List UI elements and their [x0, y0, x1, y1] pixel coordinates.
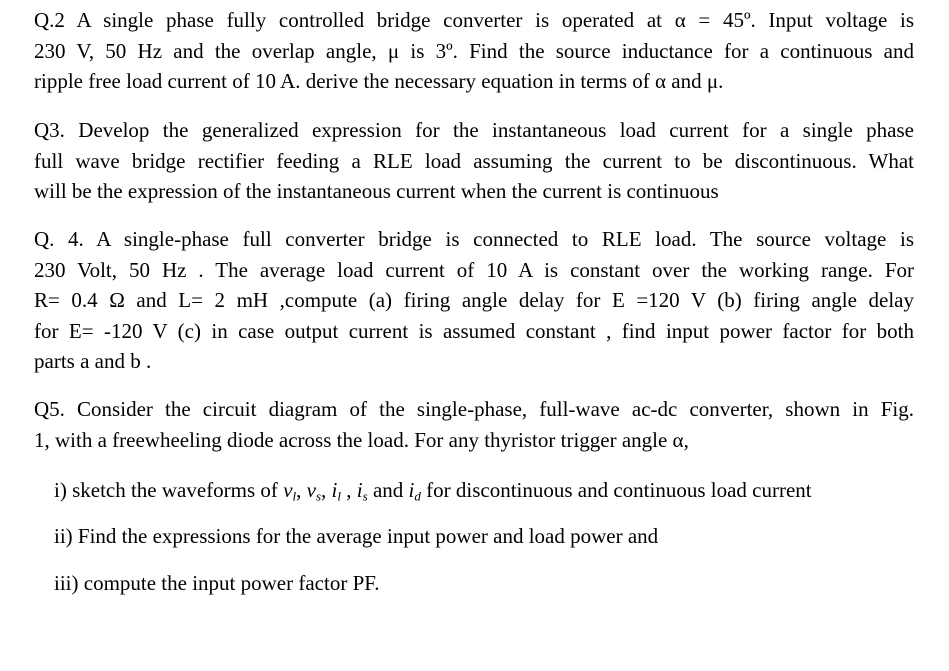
- math-v-s: $v_s$: [306, 478, 322, 504]
- question-5-subpart-i: i) sketch the waveforms of $v_l$, $v_s$, $i_l$ , $i_s$ and $i_d$ for discontinuous and continuous load current: [54, 478, 812, 504]
- question-2-line: 230 V, 50 Hz and the overlap angle, μ is 3º. Find the source inductance for a continuous and: [34, 38, 914, 63]
- question-4-line: R= 0.4 Ω and L= 2 mH ,compute (a) firing angle delay for E =120 V (b) firing angle delay: [34, 288, 914, 312]
- question-4-line: 230 Volt, 50 Hz . The average load current of 10 A is constant over the working range. For: [34, 257, 914, 282]
- question-3-line: Q3. Develop the generalized expression for the instantaneous load current for a single phase: [34, 118, 914, 142]
- question-4-line: for E= -120 V (c) in case output current is assumed constant , find input power factor for both: [34, 318, 914, 343]
- question-3-line: full wave bridge rectifier feeding a RLE load assuming the current to be discontinuous. What: [34, 148, 914, 173]
- question-5-line: Q5. Consider the circuit diagram of the single-phase, full-wave ac-dc converter, shown in Fig.: [34, 397, 914, 421]
- question-4-line: parts a and b .: [34, 349, 152, 373]
- subpart-i-text: i) sketch the waveforms of: [54, 478, 278, 502]
- question-5-subpart-ii: ii) Find the expressions for the average input power and load power and: [54, 524, 659, 548]
- question-2: [34, 5, 914, 97]
- question-4: [34, 224, 914, 377]
- question-3: [34, 115, 914, 207]
- question-5: [34, 394, 914, 455]
- question-5-line: 1, with a freewheeling diode across the load. For any thyristor trigger angle α,: [34, 427, 689, 452]
- question-4-line: Q. 4. A single-phase full converter bridge is connected to RLE load. The source voltage is: [34, 227, 914, 251]
- math-i-d: $i_d$: [408, 478, 421, 504]
- math-i-l: $i_l$: [331, 478, 342, 504]
- question-3-line: will be the expression of the instantaneous current when the current is continuous: [34, 179, 719, 203]
- math-i-s: $i_s$: [356, 478, 368, 504]
- question-5-subpart-iii: iii) compute the input power factor PF.: [54, 571, 380, 595]
- question-2-line: Q.2 A single phase fully controlled bridge converter is operated at α = 45º. Input voltage is: [34, 8, 914, 32]
- math-v-l: $v_l$: [283, 478, 297, 504]
- question-2-line: ripple free load current of 10 A. derive the necessary equation in terms of α and μ.: [34, 69, 724, 93]
